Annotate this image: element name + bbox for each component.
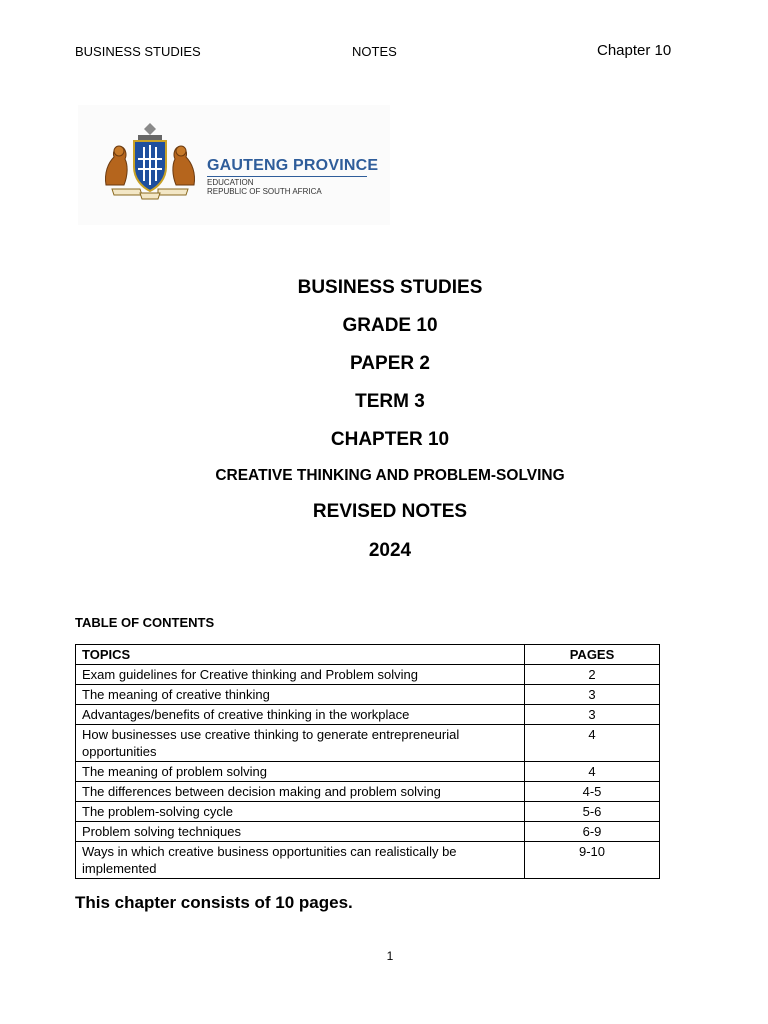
toc-header-row [76, 645, 660, 665]
toc-pages: 4 [525, 725, 660, 762]
toc-topic: How businesses use creative thinking to generate entrepreneurial opportunities [76, 725, 525, 762]
toc-pages: 4-5 [525, 782, 660, 802]
coat-of-arms-icon [100, 123, 200, 203]
toc-pages: 5-6 [525, 802, 660, 822]
toc-topic: Ways in which creative business opportunities can realistically be implemented [76, 842, 525, 879]
toc-header-pages: PAGES [525, 645, 660, 665]
title-year: 2024 [368, 540, 412, 561]
gauteng-logo [78, 105, 390, 225]
toc-topic: Problem solving techniques [76, 822, 525, 842]
title-topic: CREATIVE THINKING AND PROBLEM-SOLVING [215, 467, 565, 484]
logo-divider [207, 176, 367, 177]
table-row [76, 665, 660, 685]
title-term: TERM 3 [355, 391, 425, 412]
logo-subtitle-education: EDUCATION [207, 178, 254, 187]
title-revised-notes: REVISED NOTES [312, 501, 468, 522]
logo-subtitle-country: REPUBLIC OF SOUTH AFRICA [207, 187, 322, 196]
table-row [76, 762, 660, 782]
table-row [76, 822, 660, 842]
title-grade: GRADE 10 [342, 315, 438, 336]
title-subject: BUSINESS STUDIES [297, 277, 483, 298]
toc-topic: The meaning of problem solving [76, 762, 525, 782]
logo-title: GAUTENG PROVINCE [207, 157, 379, 174]
toc-topic: The meaning of creative thinking [76, 685, 525, 705]
toc-header-topics: TOPICS [76, 645, 525, 665]
toc-pages: 9-10 [525, 842, 660, 879]
toc-pages: 2 [525, 665, 660, 685]
page-number: 1 [386, 949, 394, 963]
header-notes: NOTES [352, 44, 397, 59]
toc-pages: 4 [525, 762, 660, 782]
toc-topic: The problem-solving cycle [76, 802, 525, 822]
chapter-length-note: This chapter consists of 10 pages. [75, 893, 353, 912]
table-row [76, 802, 660, 822]
table-row [76, 725, 660, 762]
title-paper: PAPER 2 [350, 353, 430, 374]
toc-topic: Exam guidelines for Creative thinking and Problem solving [76, 665, 525, 685]
table-row [76, 782, 660, 802]
toc-pages: 3 [525, 705, 660, 725]
toc-topic: Advantages/benefits of creative thinking in the workplace [76, 705, 525, 725]
toc-heading: TABLE OF CONTENTS [75, 615, 215, 630]
toc-pages: 6-9 [525, 822, 660, 842]
table-of-contents [75, 644, 660, 879]
table-row [76, 842, 660, 879]
table-row [76, 685, 660, 705]
table-row [76, 705, 660, 725]
toc-pages: 3 [525, 685, 660, 705]
toc-topic: The differences between decision making and problem solving [76, 782, 525, 802]
title-chapter: CHAPTER 10 [330, 429, 450, 450]
header-chapter: Chapter 10 [597, 42, 672, 59]
header-subject: BUSINESS STUDIES [75, 44, 201, 59]
